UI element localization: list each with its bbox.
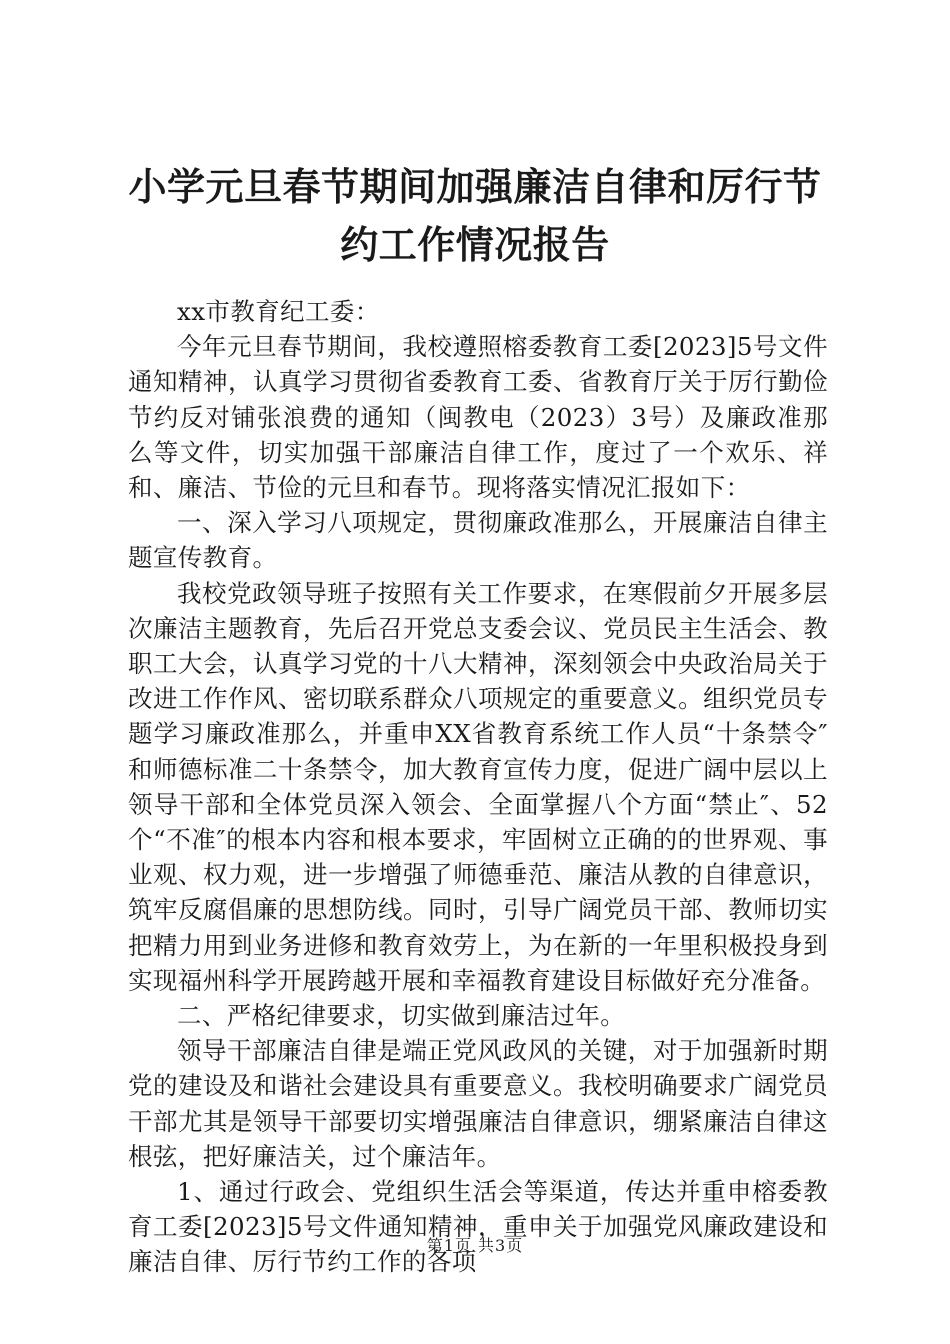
document-title: 小学元旦春节期间加强廉洁自律和厉行节约工作情况报告	[128, 165, 822, 267]
paragraph: 1、通过行政会、党组织生活会等渠道，传达并重申榕委教育工委[2023]5号文件通知精神，重申关于加强党风廉政建设和廉洁自律、厉行节约工作的各项	[128, 1177, 828, 1277]
salutation: xx市教育纪工委：	[177, 297, 380, 326]
paragraph: 我校党政领导班子按照有关工作要求，在寒假前夕开展多层次廉洁主题教育，先后召开党总支委会议、党员民主生活会、教职工大会，认真学习党的十八大精神，深刻领会中央政治局关于改进工作作风、密切联系群众八项规定的重要意义。组织党员专题学习廉政准那么，并重申XX省教育系统工作人员“十条禁令″和师德标准二十条禁令，加大教育宣传力度，促进广阔中层以上领导干部和全体党员深入领会、全面掌握八个方面“禁止″、52个“不准″的根本内容和根本要求，牢固树立正确的的世界观、事业观、权力观，进一步增强了师德垂范、廉洁从教的自律意识，筑牢反腐倡廉的思想防线。同时，引导广阔党员干部、教师切实把精力用到业务进修和教育效劳上，为在新的一年里积极投身到实现福州科学开展跨越开展和幸福教育建设目标做好充分准备。	[128, 578, 828, 995]
section-heading-1: 一、深入学习八项规定，贯彻廉政准那么，开展廉洁自律主题宣传教育。	[128, 508, 828, 573]
page-number-footer: 第1页 共3页	[426, 1236, 524, 1255]
paragraph: 领导干部廉洁自律是端正党风政风的关键，对于加强新时期党的建设及和谐社会建设具有重要意义。我校明确要求广阔党员干部尤其是领导干部要切实增强廉洁自律意识，绷紧廉洁自律这根弦，把好廉洁关，过个廉洁年。	[128, 1036, 828, 1171]
paragraph: 今年元旦春节期间，我校遵照榕委教育工委[2023]5号文件通知精神，认真学习贯彻省委教育工委、省教育厅关于厉行勤俭节约反对铺张浪费的通知（闽教电（2023）3号）及廉政准那么等文件，切实加强干部廉洁自律工作，度过了一个欢乐、祥和、廉洁、节俭的元旦和春节。现将落实情况汇报如下：	[128, 332, 828, 503]
document-body	[128, 294, 828, 1280]
section-heading-2: 二、严格纪律要求，切实做到廉洁过年。	[177, 1001, 626, 1031]
